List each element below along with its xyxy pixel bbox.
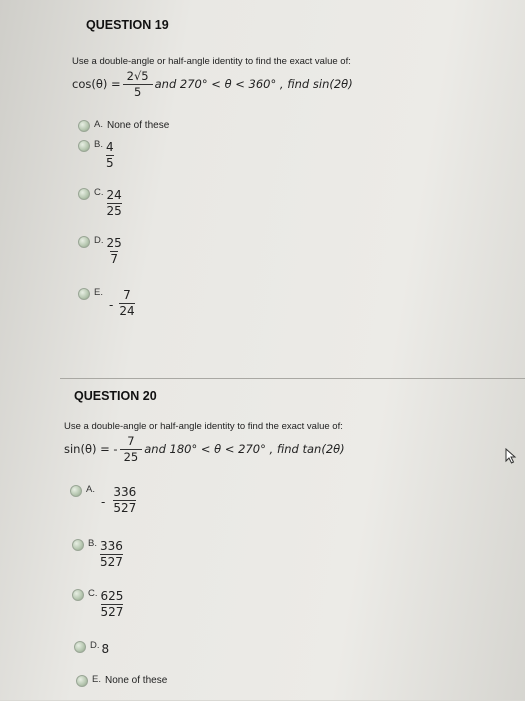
option-a[interactable] xyxy=(78,118,169,132)
radio-button[interactable] xyxy=(76,675,88,687)
option-letter: D. xyxy=(90,640,100,651)
option-letter: A. xyxy=(86,484,95,495)
option-fraction xyxy=(100,540,123,570)
option-c[interactable] xyxy=(72,587,123,620)
option-d[interactable] xyxy=(74,639,109,656)
given-lhs: sin(θ) = - xyxy=(64,442,118,457)
given-denominator: 5 xyxy=(123,84,153,99)
given-condition: and 270° < θ < 360° , find sin(2θ) xyxy=(154,77,353,92)
radio-button[interactable] xyxy=(72,539,84,551)
option-a[interactable] xyxy=(70,483,136,516)
option-sign: - xyxy=(100,495,106,509)
option-fraction xyxy=(113,486,136,516)
radio-button[interactable] xyxy=(78,188,90,200)
option-letter: D. xyxy=(94,235,104,246)
option-fraction xyxy=(119,289,134,319)
option-denominator: 5 xyxy=(105,155,114,170)
question-expression xyxy=(72,70,353,98)
option-denominator: 527 xyxy=(100,604,124,619)
option-numerator: 336 xyxy=(99,539,123,553)
option-b[interactable] xyxy=(78,138,114,171)
option-letter: B. xyxy=(88,538,97,549)
given-condition: and 180° < θ < 270° , find tan(2θ) xyxy=(144,442,345,457)
option-e[interactable] xyxy=(78,286,135,319)
option-denominator: 25 xyxy=(106,203,122,218)
option-letter: B. xyxy=(94,139,103,150)
option-letter: C. xyxy=(88,588,98,599)
radio-button[interactable] xyxy=(74,641,86,653)
option-text: None of these xyxy=(106,120,170,131)
option-fraction xyxy=(107,237,122,267)
given-denominator: 25 xyxy=(120,449,143,464)
given-fraction xyxy=(125,70,151,98)
question-instruction: Use a double-angle or half-angle identity to find the exact value of: xyxy=(72,56,351,67)
option-d[interactable] xyxy=(78,234,122,267)
radio-button[interactable] xyxy=(78,120,90,132)
option-fraction xyxy=(107,189,122,219)
question-expression xyxy=(64,435,345,463)
option-text: None of these xyxy=(104,675,168,686)
question-instruction: Use a double-angle or half-angle identity to find the exact value of: xyxy=(64,421,343,432)
question-title: QUESTION 20 xyxy=(74,389,157,403)
radio-button[interactable] xyxy=(78,140,90,152)
radio-button[interactable] xyxy=(72,589,84,601)
option-b[interactable] xyxy=(72,537,123,570)
option-numerator: 336 xyxy=(113,485,137,499)
question-20 xyxy=(60,378,525,701)
option-numerator: 4 xyxy=(105,140,114,154)
given-lhs: cos(θ) = xyxy=(72,77,121,92)
option-sign: - xyxy=(108,298,114,312)
option-numerator: 7 xyxy=(123,288,131,302)
radio-button[interactable] xyxy=(78,288,90,300)
option-numerator: 24 xyxy=(106,188,122,202)
option-denominator: 527 xyxy=(113,500,137,515)
option-c[interactable] xyxy=(78,186,122,219)
option-letter: C. xyxy=(94,187,104,198)
option-value: 8 xyxy=(101,642,110,656)
option-numerator: 625 xyxy=(100,589,124,603)
mouse-pointer-icon xyxy=(505,448,519,464)
option-denominator: 7 xyxy=(110,251,118,266)
option-letter: A. xyxy=(94,119,103,130)
option-denominator: 527 xyxy=(99,554,123,569)
option-letter: E. xyxy=(94,287,103,298)
given-fraction xyxy=(122,435,141,463)
option-denominator: 24 xyxy=(119,303,135,318)
radio-button[interactable] xyxy=(78,236,90,248)
radio-button[interactable] xyxy=(70,485,82,497)
given-numerator: 2√5 xyxy=(126,69,149,83)
option-e[interactable] xyxy=(76,673,167,687)
option-letter: E. xyxy=(92,674,101,685)
given-numerator: 7 xyxy=(127,434,135,448)
option-numerator: 25 xyxy=(106,236,122,250)
question-19 xyxy=(60,8,525,363)
question-title: QUESTION 19 xyxy=(86,18,169,32)
option-fraction xyxy=(101,590,124,620)
option-fraction xyxy=(106,141,114,171)
